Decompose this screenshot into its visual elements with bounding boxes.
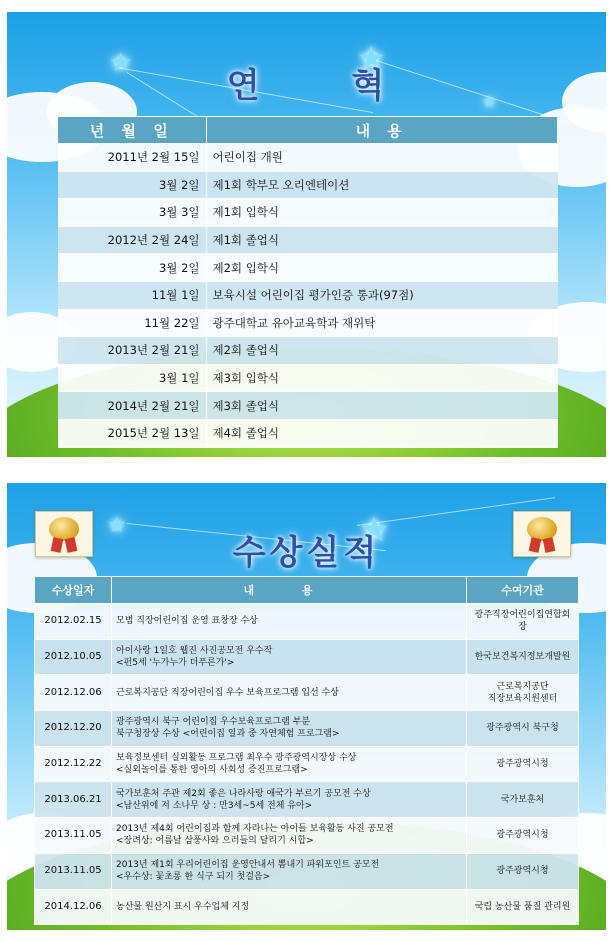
awards-org <box>467 604 579 640</box>
awards-org-line: 직장보육지원센터 <box>487 693 558 704</box>
awards-org-line: 광주광역시청 <box>496 830 549 841</box>
history-date: 2013년 2월 21일 <box>58 337 207 365</box>
awards-title: 수상실적 <box>232 533 381 573</box>
history-date: 2011년 2월 15일 <box>58 144 207 172</box>
awards-org-line: 광주광역시청 <box>496 866 549 877</box>
awards-row <box>35 782 579 818</box>
history-date: 2012년 2월 24일 <box>58 226 207 254</box>
awards-date: 2012.02.15 <box>35 604 112 640</box>
awards-date: 2012.12.06 <box>35 675 112 711</box>
awards-org-line: 국립 농산물 품질 관리원 <box>474 901 571 912</box>
awards-org <box>467 818 579 854</box>
awards-row <box>35 711 579 747</box>
history-content: 제1회 입학식 <box>206 199 558 227</box>
awards-row <box>35 746 579 782</box>
awards-date: 2013.06.21 <box>35 782 112 818</box>
awards-content-line: 2013년 제1회 우리어린이집 운영안내서 뽐내기 파워포인트 공모전 <box>116 860 380 871</box>
awards-row <box>35 675 579 711</box>
history-row <box>58 364 558 392</box>
history-date: 2015년 2월 13일 <box>58 419 207 447</box>
awards-date: 2014.12.06 <box>35 889 112 925</box>
history-title-char: 연 <box>226 66 262 106</box>
awards-header-org: 수여기관 <box>467 577 579 604</box>
awards-org <box>467 711 579 747</box>
awards-row <box>35 889 579 925</box>
history-row <box>58 199 558 227</box>
history-row <box>58 337 558 365</box>
awards-org-line: 광주직장어린이집연합회장 <box>474 610 571 633</box>
star-icon: ★ <box>357 39 386 77</box>
history-content: 제4회 졸업식 <box>206 419 558 447</box>
awards-header-row <box>35 577 579 604</box>
awards-content <box>112 889 467 925</box>
history-header-row <box>58 117 558 144</box>
awards-org-line: 한국보건복지정보개발원 <box>474 652 571 663</box>
awards-content <box>112 746 467 782</box>
awards-content-line: 근로복지공단 직장어린이집 우수 보육프로그램 입선 수상 <box>116 687 339 698</box>
awards-content-line: 2013년 제4회 어린이집과 함께 자라나는 아이들 보육활동 사진 공모전 <box>116 824 394 835</box>
history-row <box>58 309 558 337</box>
awards-content <box>112 711 467 747</box>
awards-content-line: 국가보훈처 주관 제2회 좋은 나라사랑 애국가 부르기 공모전 수상 <box>116 788 371 799</box>
awards-content-line: <실외놀이를 통한 영아의 사회성 증진프로그램> <box>116 765 308 776</box>
history-content: 광주대학교 유아교육학과 재위탁 <box>206 309 558 337</box>
awards-org <box>467 889 579 925</box>
history-row <box>58 419 558 447</box>
awards-content <box>112 604 467 640</box>
awards-date: 2013.11.05 <box>35 853 112 889</box>
awards-org <box>467 675 579 711</box>
star-icon: ★ <box>109 48 133 78</box>
awards-content-line: 북구청장상 수상 <어린이집 일과 중 자연체험 프로그램> <box>116 729 340 740</box>
history-header-content: 내 용 <box>206 117 558 144</box>
history-content: 보육시설 어린이집 평가인증 통과(97점) <box>206 281 558 309</box>
awards-content <box>112 675 467 711</box>
awards-org-line: 국가보훈처 <box>500 794 545 805</box>
awards-content-line: 모범 직장어린이집 운영 표창장 수상 <box>116 616 258 627</box>
history-content: 제3회 입학식 <box>206 364 558 392</box>
history-title <box>7 58 606 107</box>
awards-content-line: <펀5세 '누가누가 더푸른가'> <box>116 658 235 669</box>
history-date: 3월 1일 <box>58 364 207 392</box>
history-date: 11월 22일 <box>58 309 207 337</box>
awards-org-line: 광주광역시 북구청 <box>486 723 559 734</box>
history-content: 제3회 졸업식 <box>206 392 558 420</box>
history-content: 제2회 입학식 <box>206 254 558 282</box>
awards-row <box>35 604 579 640</box>
awards-content <box>112 639 467 675</box>
awards-org <box>467 853 579 889</box>
history-row <box>58 144 558 172</box>
awards-header-content: 내 용 <box>112 577 467 604</box>
awards-content <box>112 782 467 818</box>
history-date: 3월 3일 <box>58 199 207 227</box>
awards-content-line: 농산물 원산지 표시 우수업체 지정 <box>116 901 250 912</box>
history-table <box>57 116 558 448</box>
history-row <box>58 226 558 254</box>
awards-org-line: 광주광역시청 <box>496 759 549 770</box>
awards-org <box>467 746 579 782</box>
awards-row <box>35 818 579 854</box>
awards-date: 2012.10.05 <box>35 639 112 675</box>
star-icon: ★ <box>482 92 497 111</box>
star-icon: ★ <box>107 513 127 538</box>
awards-content-line: <장려상: 어름날 삼풍사와 으러들의 달리기 시합> <box>116 836 314 847</box>
awards-date: 2012.12.20 <box>35 711 112 747</box>
history-header-date: 년 월 일 <box>58 117 207 144</box>
awards-org-line: 근로복지공단 <box>496 681 549 692</box>
awards-panel <box>7 483 606 930</box>
history-title-char: 혁 <box>351 66 387 106</box>
awards-content-line: <남산위에 저 소나무 상 : 만3세~5세 전체 유아> <box>116 800 313 811</box>
history-date: 11월 1일 <box>58 281 207 309</box>
awards-org <box>467 782 579 818</box>
awards-content <box>112 853 467 889</box>
history-row <box>58 281 558 309</box>
history-row <box>58 392 558 420</box>
awards-content-line: <우수상: 꽃초롱 한 식구 되기 첫걸음> <box>116 872 271 883</box>
awards-row <box>35 853 579 889</box>
history-row <box>58 254 558 282</box>
awards-header-date: 수상일자 <box>35 577 112 604</box>
history-row <box>58 171 558 199</box>
awards-content-line: 보육정보센터 실외활동 프로그램 최우수 광주광역시장상 수상 <box>116 753 357 764</box>
star-icon: ★ <box>359 510 390 550</box>
history-date: 3월 2일 <box>58 254 207 282</box>
history-panel <box>7 12 606 457</box>
history-content: 제1회 학부모 오리엔테이션 <box>206 171 558 199</box>
history-content: 제1회 졸업식 <box>206 226 558 254</box>
history-date: 3월 2일 <box>58 171 207 199</box>
history-content: 어린이집 개원 <box>206 144 558 172</box>
awards-table <box>34 576 579 925</box>
history-date: 2014년 2월 21일 <box>58 392 207 420</box>
awards-content <box>112 818 467 854</box>
awards-content-line: 아이사랑 1일호 웹진 사진공모전 우수작 <box>116 646 273 657</box>
awards-date: 2012.12.22 <box>35 746 112 782</box>
awards-date: 2013.11.05 <box>35 818 112 854</box>
awards-row <box>35 639 579 675</box>
awards-content-line: 광주광역시 북구 어린이집 우수보육프로그램 부분 <box>116 717 311 728</box>
awards-org <box>467 639 579 675</box>
history-content: 제2회 졸업식 <box>206 337 558 365</box>
